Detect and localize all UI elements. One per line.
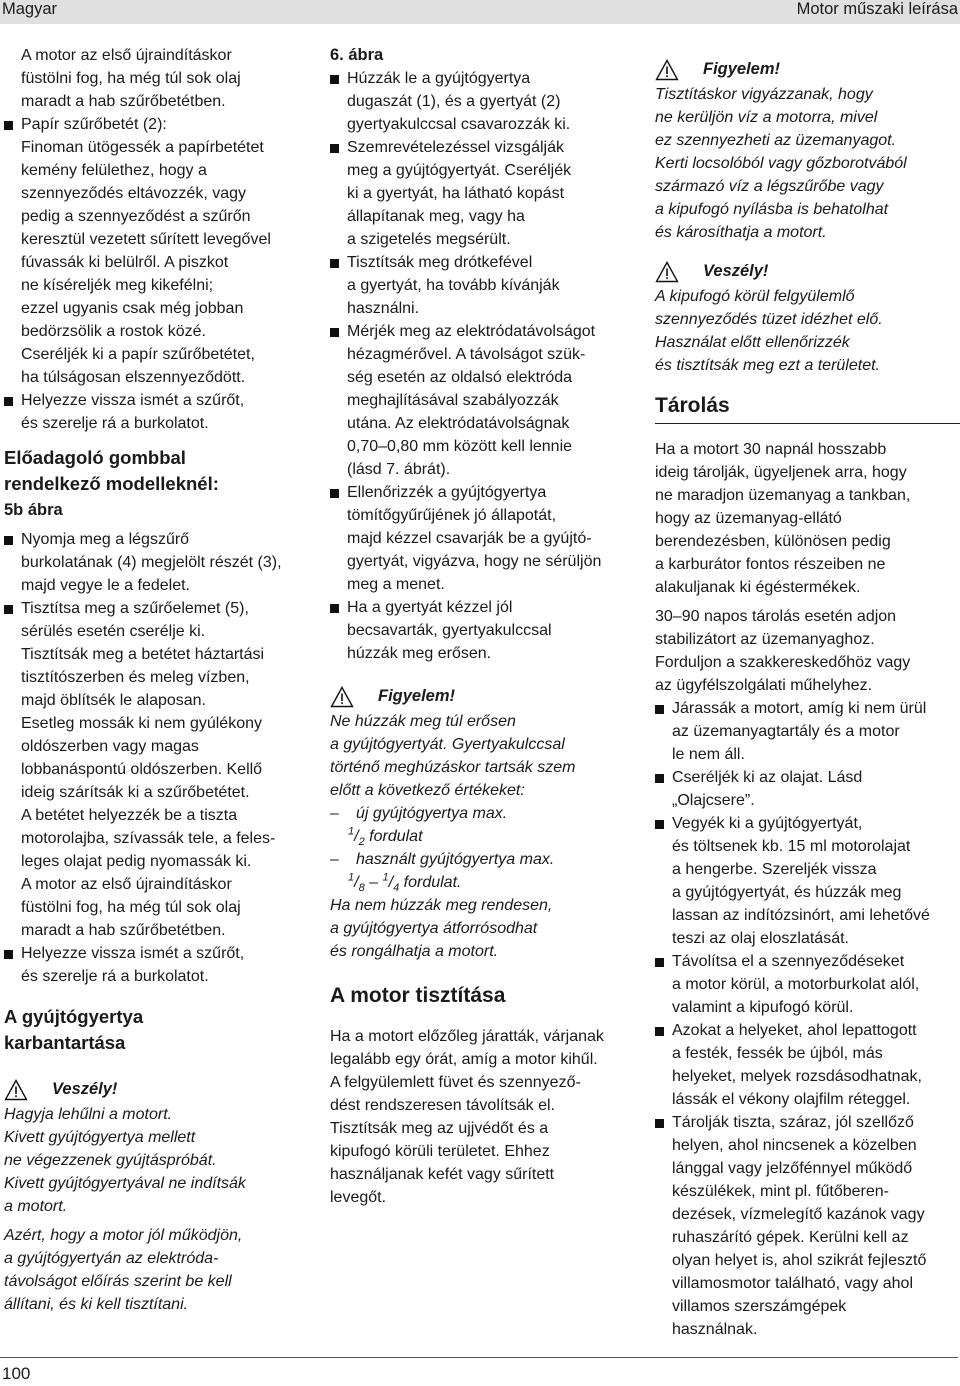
- text-line: tisztítószerben és meleg vízben,: [21, 669, 250, 686]
- paragraph: [4, 44, 304, 113]
- text-line: A gyújtógyertya: [4, 1006, 144, 1027]
- text-line: A motor az első újraindításkor: [21, 876, 232, 893]
- paragraph: [655, 438, 960, 599]
- text-line: Azért, hogy a motor jól működjön,: [4, 1227, 243, 1244]
- text-line: Ha a motort 30 napnál hosszabb: [655, 441, 887, 458]
- text-line: a festék, fessék be újból, más: [672, 1045, 883, 1062]
- column-1: [4, 44, 304, 1316]
- warning-label: Figyelem!: [378, 687, 456, 705]
- text-line: majd öblítsék le alaposan.: [21, 692, 206, 709]
- section-heading: [4, 445, 304, 497]
- text-line: kemény felülethez, hogy a: [21, 162, 207, 179]
- text-line: a motor körül, a motorburkolat alól,: [672, 976, 920, 993]
- text-line: stabilizátort az üzemanyaghoz.: [655, 631, 875, 648]
- attention-notice-title: [655, 58, 960, 81]
- text-line: tömítőgyűrűjének jó állapotát,: [347, 507, 557, 524]
- bullet-item: [655, 1111, 960, 1341]
- section-heading: A motor tisztítása: [330, 984, 506, 1007]
- text-line: lassan az indítózsinórt, ami lehetővé: [672, 907, 930, 924]
- text-line: Tisztításkor vigyázzanak, hogy: [655, 86, 873, 103]
- text-line: meghajlításával szabályozzák: [347, 392, 559, 409]
- text-line: használni.: [347, 300, 420, 317]
- column-2: [330, 44, 635, 1209]
- text-line: használnak.: [672, 1321, 758, 1338]
- warning-triangle-icon: [4, 1079, 28, 1101]
- bullet-item: [330, 320, 635, 481]
- text-line: A felgyülemlett füvet és szennyező-: [330, 1074, 581, 1091]
- attention-notice-title: [330, 685, 635, 708]
- warning-triangle-icon: [655, 59, 679, 81]
- bullet-item: [655, 766, 960, 812]
- text-line: Esetleg mossák ki nem gyúlékony: [21, 715, 262, 732]
- text-line: az ügyfélszolgálati műhelyhez.: [655, 677, 873, 694]
- text-line: Mérjék meg az elektródatávolságot: [347, 323, 596, 340]
- danger-notice-title: [4, 1078, 304, 1101]
- text-line: (lásd 7. ábrát).: [347, 461, 451, 478]
- warning-text: [330, 710, 635, 802]
- text-line: villamos szerszámgépek: [672, 1298, 847, 1315]
- text-line: a gyújtógyertya átforrósodhat: [330, 920, 538, 937]
- text-line: Forduljon a szakkereskedőhöz vagy: [655, 654, 911, 671]
- text-line: Kivett gyújtógyertyával ne indítsák: [4, 1175, 246, 1192]
- text-line: Finoman ütögessék a papírbetétet: [21, 139, 264, 156]
- text-line: keresztül vezetett sűrített levegővel: [21, 231, 271, 248]
- text-line: Előadagoló gombbal: [4, 447, 186, 468]
- text-line: 0,70–0,80 mm között kell lennie: [347, 438, 573, 455]
- text-line: levegőt.: [330, 1189, 387, 1206]
- text-line: A motor az első újraindításkor: [21, 47, 232, 64]
- text-line: hogy az üzemanyag-ellátó: [655, 510, 842, 527]
- text-line: a gyújtógyertyát, és húzzák meg: [672, 884, 902, 901]
- text-line: előtt a következő értékeket:: [330, 782, 525, 799]
- text-line: Azokat a helyeket, ahol lepattogott: [672, 1022, 917, 1039]
- text-line: „Olajcsere”.: [672, 792, 755, 809]
- text-line: a gyújtógyertyát. Gyertyakulccsal: [330, 736, 565, 753]
- text-line: és töltsenek kb. 15 ml motorolajat: [672, 838, 911, 855]
- bullet-item: [330, 251, 635, 320]
- text-line: húzzák meg erősen.: [347, 645, 492, 662]
- text-line: Helyezze vissza ismét a szűrőt,: [21, 392, 245, 409]
- text-line: hézagmérővel. A távolságot szük-: [347, 346, 586, 363]
- warning-label: Veszély!: [52, 1080, 118, 1098]
- bullet-item: [655, 950, 960, 1019]
- text-line: majd kézzel csavarják be a gyújtó-: [347, 530, 592, 547]
- figure-reference: 5b ábra: [4, 501, 63, 519]
- text-line: bedörzsölik a rostok közé.: [21, 323, 206, 340]
- text-line: Cseréljék ki az olajat. Lásd: [672, 769, 863, 786]
- text-line: a szigetelés megsérült.: [347, 231, 511, 248]
- text-line: lássák el vékony olajfilm réteggel.: [672, 1091, 911, 1108]
- text-line: állítani, és ki kell tisztítani.: [4, 1296, 189, 1313]
- text-line: ha túlságosan elszennyeződött.: [21, 369, 246, 386]
- warning-text: [4, 1224, 304, 1316]
- text-line: dugaszát (1), és a gyertyát (2): [347, 93, 561, 110]
- text-line: gyertyát, vigyázva, hogy ne sérüljön: [347, 553, 602, 570]
- text-line: és károsíthatja a motort.: [655, 224, 827, 241]
- text-line: Ha a gyertyát kézzel jól: [347, 599, 513, 616]
- warning-text: [4, 1103, 304, 1218]
- torque-fraction: $^1/_8 - ^1/_4$ fordulat.: [348, 871, 462, 895]
- bullet-item: [330, 67, 635, 136]
- section-heading: [4, 1004, 304, 1056]
- text-line: le nem áll.: [672, 746, 745, 763]
- text-line: a motort.: [4, 1198, 68, 1215]
- text-line: Hagyja lehűlni a motort.: [4, 1106, 173, 1123]
- text-line: gyertyakulccsal csavarozzák ki.: [347, 116, 571, 133]
- text-line: Tisztítsák meg a betétet háztartási: [21, 646, 265, 663]
- text-line: ideig tárolják, ügyeljenek arra, hogy: [655, 464, 907, 481]
- bullet-item: [4, 528, 304, 597]
- text-line: motorolajba, szívassák tele, a feles-: [21, 830, 276, 847]
- text-line: használjanak kefét vagy sűrített: [330, 1166, 555, 1183]
- figure-reference: 6. ábra: [330, 46, 384, 64]
- text-line: becsavarták, gyertyakulccsal: [347, 622, 552, 639]
- footer-rule: [0, 1357, 958, 1358]
- bullet-item: [655, 812, 960, 950]
- torque-value: – használt gyújtógyertya max.: [330, 848, 635, 871]
- text-line: ne kerüljön víz a motorra, mivel: [655, 109, 878, 126]
- text-line: Tárolják tiszta, száraz, jól szellőző: [672, 1114, 914, 1131]
- text-line: Távolítsa el a szennyeződéseket: [672, 953, 905, 970]
- warning-text: [655, 285, 960, 377]
- warning-triangle-icon: [330, 686, 354, 708]
- text-line: a kipufogó nyílásba is behatolhat: [655, 201, 889, 218]
- text-line: és szerelje rá a burkolatot.: [21, 415, 209, 432]
- text-line: a gyújtógyertyán az elektróda-: [4, 1250, 219, 1267]
- text-line: ruhaszárító gépek. Kerülni kell az: [672, 1229, 909, 1246]
- bullet-item: [330, 481, 635, 596]
- warning-label: Figyelem!: [703, 60, 781, 78]
- text-line: ideig szárítsák ki a szűrőbetétet.: [21, 784, 250, 801]
- text-line: ne kíséreljék meg kikefélni;: [21, 277, 214, 294]
- text-line: sérülés esetén cserélje ki.: [21, 623, 206, 640]
- warning-triangle-icon: [655, 261, 679, 283]
- text-line: maradt a hab szűrőbetétben.: [21, 93, 226, 110]
- bullet-item: [655, 697, 960, 766]
- text-line: valamint a kipufogó körül.: [672, 999, 854, 1016]
- paragraph: [655, 605, 960, 697]
- text-line: Papír szűrőbetét (2):: [21, 116, 167, 133]
- text-line: A kipufogó körül felgyülemlő: [655, 288, 855, 305]
- text-line: Használat előtt ellenőrizzék: [655, 334, 850, 351]
- text-line: dezések, vízmelegítő kazánok vagy: [672, 1206, 925, 1223]
- text-line: lánggal vagy jelzőfénnyel működő: [672, 1160, 913, 1177]
- text-line: Ne húzzák meg túl erősen: [330, 713, 516, 730]
- text-line: Ellenőrizzék a gyújtógyertya: [347, 484, 547, 501]
- danger-notice-title: [655, 260, 960, 283]
- text-line: teszi az olaj eloszlatását.: [672, 930, 849, 947]
- text-line: leges olajat pedig nyomassák ki.: [21, 853, 252, 870]
- text-line: dést rendszeresen távolítsák el.: [330, 1097, 556, 1114]
- bullet-item: [330, 596, 635, 665]
- text-line: meg a gyújtógyertyát. Cseréljék: [347, 162, 572, 179]
- bullet-item: [330, 136, 635, 251]
- text-line: Cseréljék ki a papír szűrőbetétet,: [21, 346, 255, 363]
- text-line: meg a menet.: [347, 576, 445, 593]
- text-line: szennyeződés eltávozzék, vagy: [21, 185, 247, 202]
- text-line: az üzemanyagtartály és a motor: [672, 723, 900, 740]
- text-line: ség esetén az oldalsó elektróda: [347, 369, 573, 386]
- text-line: alakuljanak ki égéstermékek.: [655, 579, 861, 596]
- text-line: 30–90 napos tárolás esetén adjon: [655, 608, 897, 625]
- text-line: Tisztítsák meg az ujjvédőt és a: [330, 1120, 549, 1137]
- text-line: távolságot előírás szerint be kell: [4, 1273, 232, 1290]
- text-line: ezzel ugyanis csak még jobban: [21, 300, 244, 317]
- text-line: ez szennyezheti az üzemanyagot.: [655, 132, 897, 149]
- text-line: Kivett gyújtógyertya mellett: [4, 1129, 196, 1146]
- text-line: a hengerbe. Szereljék vissza: [672, 861, 877, 878]
- text-line: Helyezze vissza ismét a szűrőt,: [21, 945, 245, 962]
- text-line: helyeket, melyek rozsdásodhatnak,: [672, 1068, 922, 1085]
- text-line: és szerelje rá a burkolatot.: [21, 968, 209, 985]
- text-line: a karburátor fontos részeiben ne: [655, 556, 886, 573]
- text-line: állapítanak meg, vagy ha: [347, 208, 525, 225]
- text-line: karbantartása: [4, 1032, 126, 1053]
- header-title: Motor műszaki leírása: [796, 0, 958, 18]
- text-line: berendezésben, különösen pedig: [655, 533, 891, 550]
- warning-text: [330, 894, 635, 963]
- text-line: és tisztítsák meg ezt a területet.: [655, 357, 880, 374]
- bullet-item: [4, 597, 304, 942]
- warning-text: [655, 83, 960, 244]
- bullet-item: [4, 389, 304, 435]
- text-line: származó víz a légszűrőbe vagy: [655, 178, 884, 195]
- text-line: olyan helyet is, ahol szikrát fejlesztő: [672, 1252, 927, 1269]
- text-line: A betétet helyezzék be a tiszta: [21, 807, 238, 824]
- page-header: [0, 0, 960, 24]
- text-line: füstölni fog, ha még túl sok olaj: [21, 70, 241, 87]
- text-line: Ha a motort előzőleg járatták, várjanak: [330, 1028, 604, 1045]
- text-line: Ha nem húzzák meg rendesen,: [330, 897, 553, 914]
- text-line: Tisztítsa meg a szűrőelemet (5),: [21, 600, 249, 617]
- text-line: fúvassák ki belülről. A piszkot: [21, 254, 229, 271]
- torque-fraction: $^1/_2$ fordulat: [348, 825, 423, 849]
- text-line: villamosmotor található, vagy ahol: [672, 1275, 914, 1292]
- text-line: burkolatának (4) megjelölt részét (3),: [21, 554, 282, 571]
- text-line: füstölni fog, ha még túl sok olaj: [21, 899, 241, 916]
- paragraph: [330, 1025, 635, 1209]
- page-number: 100: [2, 1364, 31, 1383]
- header-language: Magyar: [2, 0, 58, 18]
- text-line: és rongálhatja a motort.: [330, 943, 499, 960]
- text-line: a gyertyát, ha tovább kívánják: [347, 277, 560, 294]
- text-line: Járassák a motort, amíg ki nem ürül: [672, 700, 927, 717]
- text-line: szennyeződés tüzet idézhet elő.: [655, 311, 883, 328]
- text-line: Vegyék ki a gyújtógyertyát,: [672, 815, 863, 832]
- text-line: maradt a hab szűrőbetétben.: [21, 922, 226, 939]
- text-line: Kerti locsolóból vagy gőzborotvából: [655, 155, 907, 172]
- text-line: Húzzák le a gyújtógyertya: [347, 70, 531, 87]
- bullet-item: [4, 942, 304, 988]
- bullet-item: [655, 1019, 960, 1111]
- section-heading: Tárolás: [655, 393, 960, 424]
- text-line: Tisztítsák meg drótkefével: [347, 254, 533, 271]
- text-line: Szemrevételezéssel vizsgálják: [347, 139, 564, 156]
- text-line: ne végezzenek gyújtáspróbát.: [4, 1152, 217, 1169]
- text-line: ki a gyertyát, ha látható kopást: [347, 185, 565, 202]
- text-line: pedig a szennyeződést a szűrőn: [21, 208, 251, 225]
- torque-value: – új gyújtógyertya max.: [330, 802, 635, 825]
- text-line: kipufogó körüli területet. Ehhez: [330, 1143, 550, 1160]
- text-line: lobbanáspontú oldószerben. Kellő: [21, 761, 263, 778]
- column-3: [655, 44, 960, 1341]
- text-line: rendelkező modelleknél:: [4, 473, 219, 494]
- warning-label: Veszély!: [703, 262, 769, 280]
- text-line: Nyomja meg a légszűrő: [21, 531, 190, 548]
- text-line: utána. Az elektródatávolságnak: [347, 415, 570, 432]
- text-line: ne maradjon üzemanyag a tankban,: [655, 487, 911, 504]
- text-line: történő meghúzáskor tartsák szem: [330, 759, 576, 776]
- text-line: oldószerben vagy magas: [21, 738, 199, 755]
- bullet-item: [4, 113, 304, 389]
- text-line: készülékek, mint pl. fűtőberen-: [672, 1183, 889, 1200]
- text-line: helyen, ahol nincsenek a közelben: [672, 1137, 917, 1154]
- text-line: legalább egy órát, amíg a motor kihűl.: [330, 1051, 598, 1068]
- text-line: majd vegye le a fedelet.: [21, 577, 190, 594]
